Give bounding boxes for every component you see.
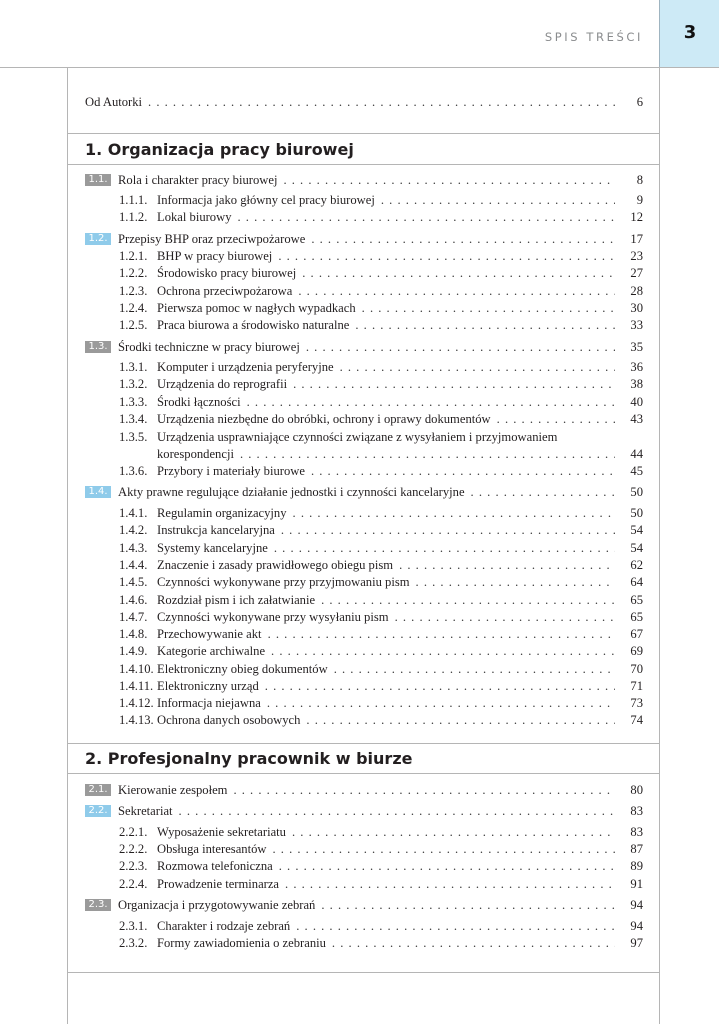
- toc-number: 1.4.8.: [119, 627, 148, 641]
- dot-leader: [247, 393, 615, 411]
- toc-title: Przybory i materiały biurowe: [157, 464, 305, 478]
- toc-page: 40: [630, 395, 643, 409]
- toc-number: 2.2.2.: [119, 842, 148, 856]
- toc-entry-1-4-7[interactable]: [119, 608, 643, 626]
- toc-entry-2-3-2[interactable]: [119, 934, 643, 952]
- section-badge: 1.3.: [85, 341, 111, 353]
- toc-page: 6: [636, 95, 643, 109]
- toc-entry-1-4-8[interactable]: [119, 625, 643, 643]
- toc-title: Rola i charakter pracy biurowej: [118, 173, 278, 187]
- toc-section-1-2[interactable]: [85, 230, 643, 248]
- section-badge: 2.2.: [85, 805, 111, 817]
- toc-section-1-3[interactable]: [85, 338, 643, 356]
- toc-title: Przechowywanie akt: [157, 627, 262, 641]
- dot-leader: [302, 264, 615, 282]
- toc-number: 1.2.4.: [119, 301, 148, 315]
- toc-page: 17: [630, 232, 643, 246]
- toc-title: Środowisko pracy biurowej: [157, 266, 297, 280]
- dot-leader: [148, 93, 615, 111]
- dot-leader: [416, 573, 615, 591]
- toc-page: 83: [630, 825, 643, 839]
- toc-page: 94: [630, 898, 643, 912]
- toc-section-2-1[interactable]: [85, 781, 643, 799]
- toc-number: 1.2.3.: [119, 284, 148, 298]
- toc-title: korespondencji: [157, 447, 234, 461]
- toc-title: Rozmowa telefoniczna: [157, 859, 273, 873]
- toc-title: Czynności wykonywane przy przyjmowaniu pism: [157, 575, 410, 589]
- dot-leader: [238, 208, 616, 226]
- toc-page: 8: [636, 173, 643, 187]
- toc-title: Regulamin organizacyjny: [157, 506, 287, 520]
- toc-title: Kierowanie zespołem: [118, 783, 228, 797]
- toc-title: Przepisy BHP oraz przeciwpożarowe: [118, 232, 306, 246]
- toc-title: Kategorie archiwalne: [157, 644, 266, 658]
- toc-title: Elektroniczny obieg dokumentów: [157, 662, 328, 676]
- dot-leader: [340, 358, 615, 376]
- toc-entry-1-4-3[interactable]: [119, 539, 643, 557]
- page-header: [0, 0, 719, 67]
- chapter2-top-rule: [67, 743, 660, 744]
- toc-page: 89: [630, 859, 643, 873]
- toc-entry-1-4-4[interactable]: [119, 556, 643, 574]
- toc-section-1-1[interactable]: [85, 171, 643, 189]
- toc-entry-2-2-3[interactable]: [119, 857, 643, 875]
- toc-page: 43: [630, 412, 643, 426]
- bottom-rule: [67, 972, 660, 973]
- toc-entry-1-2-4[interactable]: [119, 299, 643, 317]
- toc-page: 71: [630, 679, 643, 693]
- dot-leader: [296, 917, 615, 935]
- toc-page: 74: [630, 713, 643, 727]
- toc-page: 83: [630, 804, 643, 818]
- toc-title: Znaczenie i zasady prawidłowego obiegu pism: [157, 558, 394, 572]
- toc-page: 80: [630, 783, 643, 797]
- toc-page: 87: [630, 842, 643, 856]
- toc-entry-1-4-6[interactable]: [119, 591, 643, 609]
- toc-page: 97: [630, 936, 643, 950]
- toc-title: Instrukcja kancelaryjna: [157, 523, 275, 537]
- dot-leader: [311, 462, 615, 480]
- dot-leader: [279, 857, 615, 875]
- dot-leader: [381, 191, 615, 209]
- toc-title: Rozdział pism i ich załatwianie: [157, 593, 316, 607]
- section-badge: 1.4.: [85, 486, 111, 498]
- toc-number: 1.4.3.: [119, 541, 148, 555]
- toc-number: 1.3.6.: [119, 464, 148, 478]
- toc-entry-1-2-1[interactable]: [119, 247, 643, 265]
- dot-leader: [471, 483, 615, 501]
- toc-title: Ochrona przeciwpożarowa: [157, 284, 293, 298]
- toc-title: Formy zawiadomienia o zebraniu: [157, 936, 326, 950]
- dot-leader: [179, 802, 615, 820]
- toc-title: Środki łączności: [157, 395, 241, 409]
- toc-page: 54: [630, 523, 643, 537]
- toc-entry-1-2-3[interactable]: [119, 282, 643, 300]
- toc-page: 69: [630, 644, 643, 658]
- toc-number: 1.4.7.: [119, 610, 148, 624]
- toc-title: Systemy kancelaryjne: [157, 541, 268, 555]
- toc-page: 65: [630, 610, 643, 624]
- toc-number: 1.4.1.: [119, 506, 148, 520]
- toc-page: 54: [630, 541, 643, 555]
- toc-entry-1-4-1[interactable]: [119, 504, 643, 522]
- toc-title: Od Autorki: [85, 95, 143, 109]
- running-head: SPIS TREŚCI: [544, 30, 643, 44]
- dot-leader: [271, 642, 615, 660]
- dot-leader: [306, 338, 615, 356]
- toc-number: 1.3.5.: [119, 430, 148, 444]
- chapter-2-heading: 2. Profesjonalny pracownik w biurze: [85, 749, 413, 768]
- toc-title: Sekretariat: [118, 804, 173, 818]
- toc-title: Charakter i rodzaje zebrań: [157, 919, 291, 933]
- chapter1-top-rule: [67, 133, 660, 134]
- toc-title: Pierwsza pomoc w nagłych wypadkach: [157, 301, 356, 315]
- dot-leader: [267, 694, 615, 712]
- section-badge: 2.3.: [85, 899, 111, 911]
- toc-entry-1-1-2[interactable]: [119, 208, 643, 226]
- page-number: 3: [683, 22, 697, 43]
- dot-leader: [332, 934, 615, 952]
- toc-entry-2-2-1[interactable]: [119, 823, 643, 841]
- toc-number: 2.3.2.: [119, 936, 148, 950]
- toc-page: 44: [630, 447, 643, 461]
- toc-page: 70: [630, 662, 643, 676]
- toc-page: 33: [630, 318, 643, 332]
- toc-page: 28: [630, 284, 643, 298]
- toc-entry-1-2-5[interactable]: [119, 316, 643, 334]
- toc-page: 38: [630, 377, 643, 391]
- header-rule: [0, 67, 719, 68]
- toc-number: 1.4.10.: [119, 662, 154, 676]
- toc-number: 2.3.1.: [119, 919, 148, 933]
- toc-page: 94: [630, 919, 643, 933]
- toc-entry-1-4-13[interactable]: [119, 711, 643, 729]
- page-number-tab: [659, 0, 719, 67]
- toc-number: 1.4.4.: [119, 558, 148, 572]
- right-margin-rule: [659, 67, 660, 1024]
- toc-entry-2-2-4[interactable]: [119, 875, 643, 893]
- toc-entry-2-2-2[interactable]: [119, 840, 643, 858]
- toc-page: 35: [630, 340, 643, 354]
- toc-number: 1.4.6.: [119, 593, 148, 607]
- dot-leader: [334, 660, 615, 678]
- toc-entry-1-2-2[interactable]: [119, 264, 643, 282]
- dot-leader: [292, 823, 615, 841]
- toc-number: 1.3.2.: [119, 377, 148, 391]
- toc-number: 1.4.13.: [119, 713, 154, 727]
- toc-page: 9: [636, 193, 643, 207]
- toc-number: 1.4.5.: [119, 575, 148, 589]
- toc-number: 1.3.1.: [119, 360, 148, 374]
- toc-title: BHP w pracy biurowej: [157, 249, 273, 263]
- toc-number: 1.2.2.: [119, 266, 148, 280]
- toc-entry-1-3-5-line1[interactable]: [119, 428, 643, 446]
- toc-title: Wyposażenie sekretariatu: [157, 825, 286, 839]
- toc-page: 50: [630, 485, 643, 499]
- toc-page: 50: [630, 506, 643, 520]
- toc-title: Prowadzenie terminarza: [157, 877, 280, 891]
- toc-title: Elektroniczny urząd: [157, 679, 259, 693]
- dot-leader: [233, 781, 615, 799]
- toc-entry-1-4-9[interactable]: [119, 642, 643, 660]
- toc-title: Lokal biurowy: [157, 210, 232, 224]
- toc-page: 45: [630, 464, 643, 478]
- toc-title: Informacja niejawna: [157, 696, 261, 710]
- dot-leader: [274, 539, 615, 557]
- toc-entry-1-3-4[interactable]: [119, 410, 643, 428]
- toc-number: 1.3.3.: [119, 395, 148, 409]
- toc-number: 1.1.2.: [119, 210, 148, 224]
- toc-title: Czynności wykonywane przy wysyłaniu pism: [157, 610, 389, 624]
- toc-title: Praca biurowa a środowisko naturalne: [157, 318, 350, 332]
- toc-page: 64: [630, 575, 643, 589]
- toc-number: 2.2.1.: [119, 825, 148, 839]
- toc-number: 2.2.4.: [119, 877, 148, 891]
- dot-leader: [240, 445, 615, 463]
- toc-entry-1-3-6[interactable]: [119, 462, 643, 480]
- dot-leader: [298, 282, 615, 300]
- toc-entry-1-4-11[interactable]: [119, 677, 643, 695]
- section-badge: 2.1.: [85, 784, 111, 796]
- toc-page: 62: [630, 558, 643, 572]
- dot-leader: [265, 677, 615, 695]
- toc-title: Urządzenia niezbędne do obróbki, ochrony i oprawy dokumentów: [157, 412, 491, 426]
- toc-title: Komputer i urządzenia peryferyjne: [157, 360, 334, 374]
- toc-title: Obsługa interesantów: [157, 842, 267, 856]
- toc-number: 1.3.4.: [119, 412, 148, 426]
- chapter1-bottom-rule: [67, 164, 660, 165]
- toc-entry-od-autorki[interactable]: [85, 93, 643, 111]
- dot-leader: [311, 230, 615, 248]
- toc-page: 73: [630, 696, 643, 710]
- toc-page: 27: [630, 266, 643, 280]
- dot-leader: [278, 247, 615, 265]
- section-badge: 1.1.: [85, 174, 111, 186]
- toc-page: 91: [630, 877, 643, 891]
- dot-leader: [285, 875, 615, 893]
- toc-title: Organizacja i przygotowywanie zebrań: [118, 898, 316, 912]
- toc-page: 23: [630, 249, 643, 263]
- toc-number: 1.4.2.: [119, 523, 148, 537]
- toc-page: 30: [630, 301, 643, 315]
- dot-leader: [497, 410, 615, 428]
- toc-entry-1-3-1[interactable]: [119, 358, 643, 376]
- toc-page: 65: [630, 593, 643, 607]
- toc-section-2-2[interactable]: [85, 802, 643, 820]
- chapter-1-heading: 1. Organizacja pracy biurowej: [85, 140, 354, 159]
- toc-entry-1-4-10[interactable]: [119, 660, 643, 678]
- toc-entry-1-4-12[interactable]: [119, 694, 643, 712]
- toc-number: 1.1.1.: [119, 193, 148, 207]
- toc-title: Informacja jako główny cel pracy biurowej: [157, 193, 375, 207]
- section-badge: 1.2.: [85, 233, 111, 245]
- dot-leader: [355, 316, 615, 334]
- toc-number: 1.4.11.: [119, 679, 154, 693]
- toc-section-2-3[interactable]: [85, 896, 643, 914]
- toc-number: 1.4.9.: [119, 644, 148, 658]
- chapter2-bottom-rule: [67, 773, 660, 774]
- dot-leader: [281, 521, 615, 539]
- toc-number: 1.4.12.: [119, 696, 154, 710]
- toc-number: 1.2.1.: [119, 249, 148, 263]
- dot-leader: [306, 711, 615, 729]
- toc-number: 2.2.3.: [119, 859, 148, 873]
- toc-number: 1.2.5.: [119, 318, 148, 332]
- toc-entry-2-3-1[interactable]: [119, 917, 643, 935]
- toc-title: Ochrona danych osobowych: [157, 713, 301, 727]
- left-margin-rule: [67, 67, 68, 1024]
- toc-entry-1-4-5[interactable]: [119, 573, 643, 591]
- toc-entry-1-1-1[interactable]: [119, 191, 643, 209]
- toc-title: Akty prawne regulujące działanie jednostki i czynności kancelaryjne: [118, 485, 465, 499]
- toc-entry-1-3-3[interactable]: [119, 393, 643, 411]
- toc-entry-1-3-2[interactable]: [119, 375, 643, 393]
- dot-leader: [321, 591, 615, 609]
- dot-leader: [272, 840, 615, 858]
- dot-leader: [321, 896, 615, 914]
- toc-page: 12: [630, 210, 643, 224]
- dot-leader: [268, 625, 615, 643]
- dot-leader: [362, 299, 615, 317]
- dot-leader: [399, 556, 615, 574]
- dot-leader: [395, 608, 615, 626]
- toc-page: 36: [630, 360, 643, 374]
- toc-title: Środki techniczne w pracy biurowej: [118, 340, 300, 354]
- dot-leader: [293, 504, 615, 522]
- toc-entry-1-4-2[interactable]: [119, 521, 643, 539]
- dot-leader: [293, 375, 615, 393]
- toc-title: Urządzenia do reprografii: [157, 377, 288, 391]
- dot-leader: [283, 171, 615, 189]
- toc-title: Urządzenia usprawniające czynności związane z wysyłaniem i przyjmowaniem: [157, 430, 558, 444]
- toc-page: 67: [630, 627, 643, 641]
- toc-section-1-4[interactable]: [85, 483, 643, 501]
- toc-entry-1-3-5-line2[interactable]: [157, 445, 643, 463]
